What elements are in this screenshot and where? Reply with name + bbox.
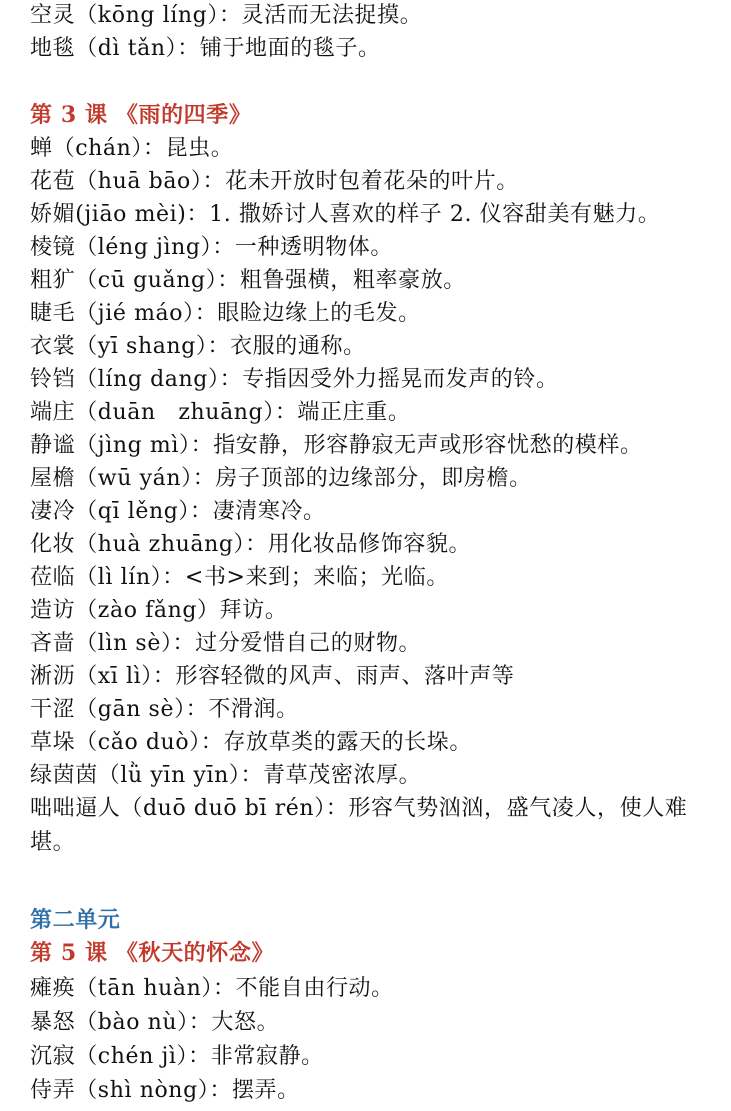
entry-lilin: 莅临（lì lín）：<书>来到；来临；光临。 — [30, 565, 449, 590]
entry-tanhuan: 瘫痪（tān huàn）：不能自由行动。 — [30, 976, 394, 1001]
entry-ditan: 地毯（dì tǎn）：铺于地面的毯子。 — [30, 36, 381, 61]
entry-caoduo: 草垛（cǎo duò）：存放草类的露天的长垛。 — [30, 730, 472, 755]
entry-duanzhuang: 端庄（duān zhuāng）：端正庄重。 — [30, 400, 411, 425]
entry-lingdang: 铃铛（líng dang）：专指因受外力摇晃而发声的铃。 — [30, 367, 559, 392]
entry-zaofang: 造访（zào fǎng）拜访。 — [30, 598, 288, 623]
entry-cuguang: 粗犷（cū guǎng）：粗鲁强横，粗率豪放。 — [30, 268, 466, 293]
entry-chan: 蝉（chán）：昆虫。 — [30, 136, 234, 161]
entry-huazhuang: 化妆（huà zhuāng）：用化妆品修饰容貌。 — [30, 532, 472, 557]
entry-baonu: 暴怒（bào nù）：大怒。 — [30, 1010, 280, 1035]
entry-huabao: 花苞（huā bāo）：花未开放时包着花朵的叶片。 — [30, 169, 519, 194]
entry-wuyan: 屋檐（wū yán）：房子顶部的边缘部分，即房檐。 — [30, 466, 532, 491]
entry-lengjing: 棱镜（léng jìng）：一种透明物体。 — [30, 235, 394, 260]
entry-linse: 吝啬（lìn sè）：过分爱惜自己的财物。 — [30, 631, 422, 656]
entry-xili: 淅沥（xī lì）：形容轻微的风声、雨声、落叶声等 — [30, 664, 515, 689]
lesson-3-heading: 第 3 课 《雨的四季》 — [30, 102, 252, 128]
entry-jiaomei: 娇媚(jiāo mèi)：1. 撒娇讨人喜欢的样子 2. 仪容甜美有魅力。 — [30, 202, 661, 227]
entry-ganse: 干涩（gān sè）：不滑润。 — [30, 697, 299, 722]
entry-shinong: 侍弄（shì nòng）：摆弄。 — [30, 1078, 300, 1103]
entry-chenji: 沉寂（chén jì）：非常寂静。 — [30, 1044, 324, 1069]
entry-yishang: 衣裳（yī shang）：衣服的通称。 — [30, 334, 366, 359]
entry-duoduobiren: 咄咄逼人（duō duō bī rén）：形容气势汹汹，盛气凌人，使人难堪。 — [30, 796, 688, 855]
entry-jingmi: 静谧（jìng mì）：指安静，形容静寂无声或形容忧愁的模样。 — [30, 433, 643, 458]
entry-jiemao: 睫毛（jié máo）：眼睑边缘上的毛发。 — [30, 301, 421, 326]
unit-2-heading: 第二单元 — [30, 907, 121, 933]
entry-qileng: 凄冷（qī lěng）：凄清寒冷。 — [30, 499, 326, 524]
entry-kongling: 空灵（kōng líng）：灵活而无法捉摸。 — [30, 3, 423, 28]
entry-lvyinyin: 绿茵茵（lǜ yīn yīn）：青草茂密浓厚。 — [30, 763, 422, 788]
lesson-5-heading: 第 5 课 《秋天的怀念》 — [30, 940, 275, 966]
